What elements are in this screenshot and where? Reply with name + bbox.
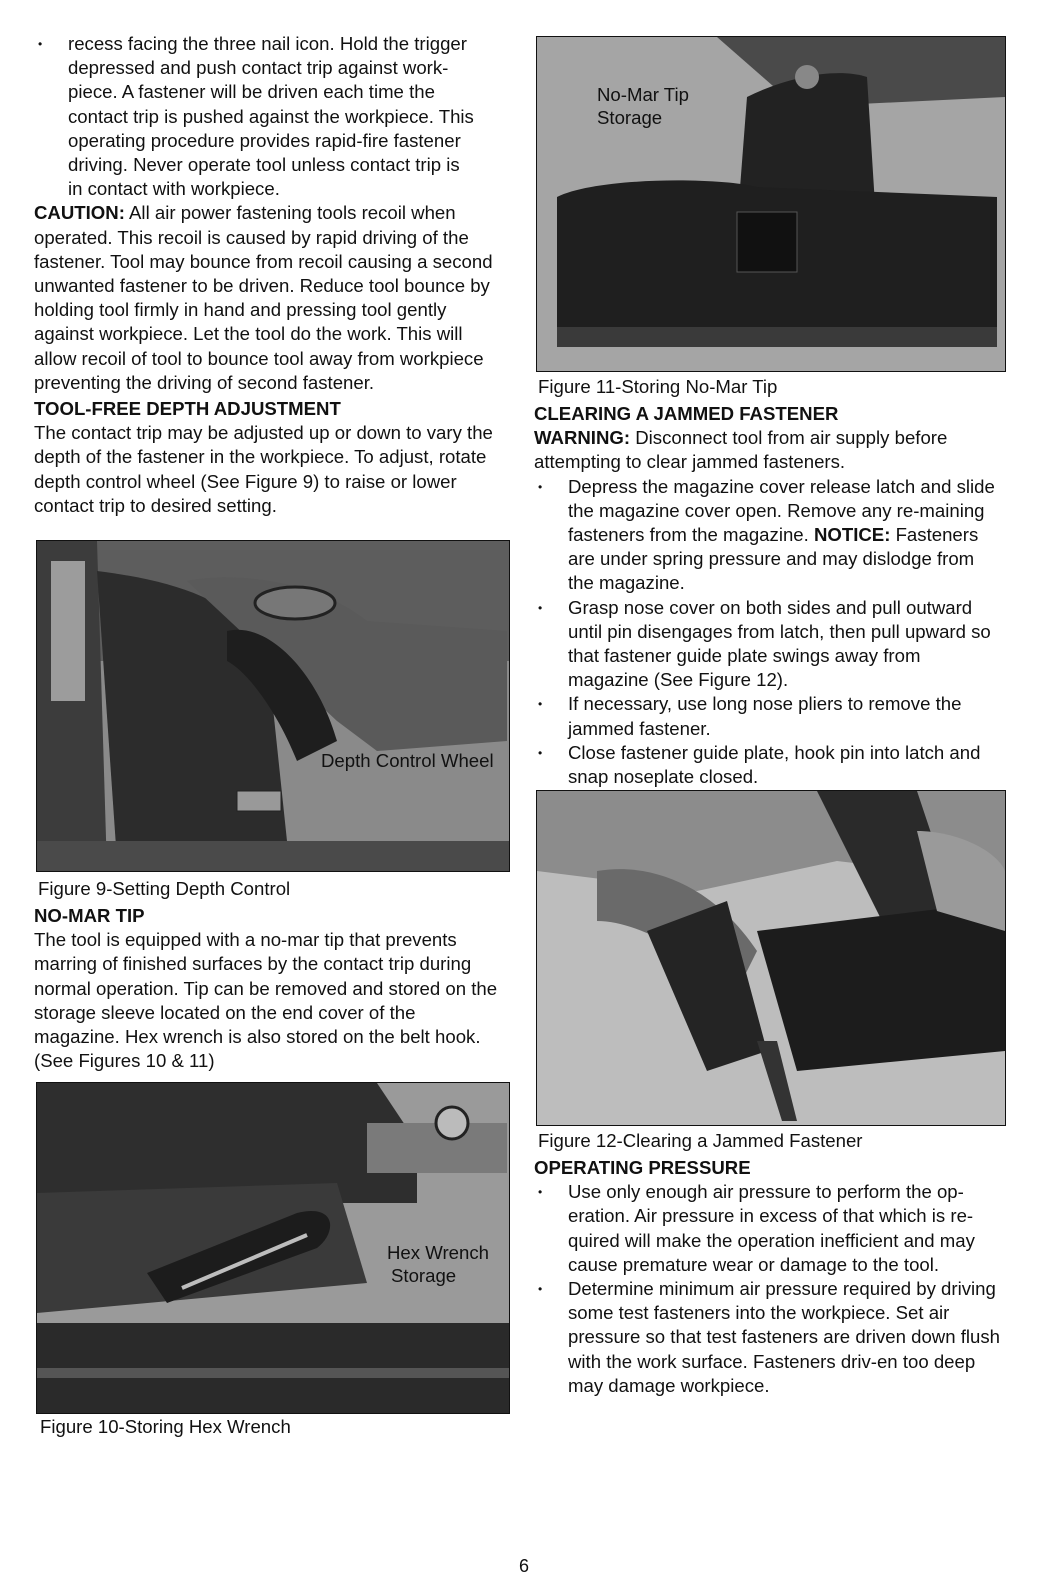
hex-wrench-storage-label: Storage [391,1265,457,1286]
figure-11-caption: Figure 11-Storing No-Mar Tip [538,376,778,397]
pressure-section [534,1156,1012,1398]
jam-section [534,402,1012,789]
no-mar-tip-label: No-Mar Tip [597,84,689,105]
depth-control-wheel-callout: Depth Control Wheel [321,750,494,771]
jam-heading: CLEARING A JAMMED FASTENER [534,403,839,424]
continued-bullet [34,32,538,201]
figure-12-jammed-fastener-photo [536,790,1006,1126]
pressure-bullet-2: • Determine minimum air pressure required by driving some test fasteners into the workpiece. Set air pressure so that test fasteners are driven down flush with the work surface. Fasteners driv-en too deep may damage workpiece. [534,1277,1008,1398]
caution-paragraph [34,201,506,395]
figure-9-depth-control-photo [36,540,510,872]
caution-text: All air power fastening tools recoil when operated. This recoil is caused by rapid driving of the fastener. Tool may bounce from recoil causing a second unwanted fastener to be driven. Reduce tool bounce by holding tool firmly in hand and pressing tool gently against workpiece. Let the tool do the work. This will allow recoil of tool to bounce tool away from workpiece preventing the driving of second fastener. [34,202,493,393]
jam-bullet-2: • Grasp nose cover on both sides and pull outward until pin disengages from latch, then pull upward so that fastener guide plate swings away from magazine (See Figure 12). [534,596,1004,693]
nailer-depth-photo [37,541,509,871]
caution-label: CAUTION: [34,202,125,224]
intro-line: • recess facing the three nail icon. Hold the trigger [68,33,467,54]
jam-notice-label: NOTICE: [813,524,891,546]
depth-text: The contact trip may be adjusted up or down to vary the depth of the fastener in the workpiece. To adjust, rotate depth control wheel (See Figure 9) to raise or lower contact trip to desired setting. [34,422,493,516]
pressure-bullet-1: • Use only enough air pressure to perform the op-eration. Air pressure in excess of that which is re-quired will make the operation inefficient and may cause premature wear or damage to the tool. [534,1180,1008,1277]
jam-warning-text: Disconnect tool from air supply before attempting to clear jammed fasteners. [534,427,948,473]
page-number: 6 [518,1556,529,1576]
no-mar-tip-callout [597,83,689,129]
jam-clearing-photo [537,791,1005,1125]
nomar-text: The tool is equipped with a no-mar tip that prevents marring of finished surfaces by the contact trip during normal operation. Tip can be removed and stored on the storage sleeve located on the end cover of the magazine. Hex wrench is also stored on the belt hook. (See Figures 10 & 11) [34,929,498,1072]
depth-heading: TOOL-FREE DEPTH ADJUSTMENT [34,398,341,420]
figure-9-caption: Figure 9-Setting Depth Control [38,878,291,899]
intro-line: driving. Never operate tool unless contact trip is [68,154,460,176]
intro-line: operating procedure provides rapid-fire fastener [68,129,461,151]
figure-12-caption: Figure 12-Clearing a Jammed Fastener [538,1130,863,1151]
no-mar-storage-label: Storage [597,107,663,128]
nomar-section [34,904,512,1073]
jam-bullet-1 [534,475,1004,596]
hex-wrench-label: Hex Wrench [387,1242,489,1263]
jam-bullet-3: • If necessary, use long nose pliers to remove the jammed fastener. [534,692,1004,740]
pressure-heading: OPERATING PRESSURE [534,1157,751,1178]
intro-line: piece. A fastener will be driven each time the [68,81,435,103]
left-column [34,32,512,518]
jam-bullet-1-text: Depress the magazine cover release latch and slide the magazine cover open. Remove any re-maining fasteners from the magazine. [568,475,995,546]
jam-bullet-4: • Close fastener guide plate, hook pin into latch and snap noseplate closed. [534,741,1004,789]
nomar-heading: NO-MAR TIP [34,905,145,926]
figure-10-caption: Figure 10-Storing Hex Wrench [40,1416,291,1437]
intro-line: in contact with workpiece. [68,178,280,200]
intro-line: contact trip is pushed against the workpiece. This [68,105,474,127]
intro-line: depressed and push contact trip against work- [68,57,449,79]
jam-bullet-1-tail: Fasteners are under spring pressure and may dislodge from the magazine. [568,524,979,594]
jam-warning-label: WARNING: [534,427,631,449]
figure-10-hex-wrench-photo [36,1082,510,1414]
figure-11-no-mar-tip-photo [536,36,1006,372]
hex-wrench-callout [387,1241,489,1287]
jam-warning [534,426,1004,474]
